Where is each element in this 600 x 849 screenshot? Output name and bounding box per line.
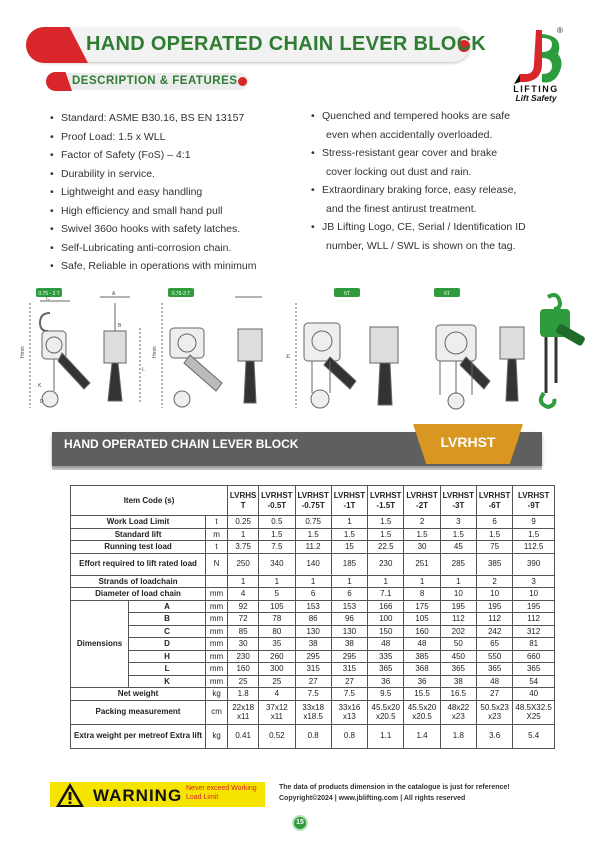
- row-unit: m: [206, 528, 228, 541]
- table-cell: [228, 700, 259, 724]
- row-unit: mm: [206, 675, 228, 688]
- features-list-right: [311, 107, 526, 255]
- table-cell: 4: [228, 588, 259, 601]
- row-label: Packing measurement: [71, 700, 206, 724]
- table-cell: 160: [228, 663, 259, 676]
- spec-rows: [71, 516, 555, 601]
- dimension-label: K: [129, 675, 206, 688]
- table-cell: 295: [331, 650, 367, 663]
- table-cell: 4: [259, 688, 295, 701]
- table-row: [71, 650, 555, 663]
- table-cell: 1.8: [228, 688, 259, 701]
- row-unit: mm: [206, 663, 228, 676]
- row-label: Strands of loadchain: [71, 575, 206, 588]
- table-row: [71, 638, 555, 651]
- table-cell: 1: [228, 575, 259, 588]
- table-cell: 0.52: [259, 724, 295, 748]
- table-cell: 3.6: [476, 724, 512, 748]
- table-cell: 365: [476, 663, 512, 676]
- table-cell: 315: [295, 663, 331, 676]
- table-cell: 8: [404, 588, 440, 601]
- packing-dim: 37x12: [265, 702, 288, 712]
- table-cell: 1: [404, 575, 440, 588]
- row-unit: kg: [206, 688, 228, 701]
- table-cell: 1.5: [331, 528, 367, 541]
- table-cell: 202: [440, 625, 476, 638]
- table-row: [71, 700, 555, 724]
- feature-item: • Self-Lubricating anti-corrosion chain.: [50, 239, 257, 258]
- table-cell: [404, 700, 440, 724]
- table-cell: 112: [513, 613, 555, 626]
- feature-item: • Standard: ASME B30.16, BS EN 13157: [50, 109, 257, 128]
- table-cell: 38: [331, 638, 367, 651]
- dimension-label: L: [129, 663, 206, 676]
- row-label: Net weight: [71, 688, 206, 701]
- table-cell: 1.5: [368, 516, 404, 529]
- table-cell: 1.4: [404, 724, 440, 748]
- table-cell: 195: [440, 600, 476, 613]
- table-cell: 15.5: [404, 688, 440, 701]
- table-cell: 38: [440, 675, 476, 688]
- packing-dim: x13: [342, 712, 356, 721]
- feature-item: • Durability in service.: [50, 165, 257, 184]
- row-unit: mm: [206, 588, 228, 601]
- dimension-letter: L: [142, 367, 145, 373]
- table-cell: 50: [440, 638, 476, 651]
- table-cell: 250: [228, 553, 259, 575]
- packing-dim: 45.5x20: [371, 702, 400, 712]
- table-cell: 365: [440, 663, 476, 676]
- warning-title: WARNING: [93, 786, 183, 805]
- table-row: [71, 625, 555, 638]
- table-cell: 230: [228, 650, 259, 663]
- table-cell: 166: [368, 600, 404, 613]
- table-cell: 112: [476, 613, 512, 626]
- table-cell: 285: [440, 553, 476, 575]
- table-cell: 1.5: [368, 528, 404, 541]
- table-cell: 105: [259, 600, 295, 613]
- table-cell: 242: [476, 625, 512, 638]
- table-cell: 195: [476, 600, 512, 613]
- feature-item: • Safe, Reliable in operations with minimum: [50, 257, 257, 276]
- table-cell: 230: [368, 553, 404, 575]
- dimension-label: C: [129, 625, 206, 638]
- table-cell: 1.5: [259, 528, 295, 541]
- spec-table: [70, 485, 555, 749]
- table-cell: 5.4: [513, 724, 555, 748]
- table-cell: 6: [476, 516, 512, 529]
- dimension-letter: C: [46, 296, 50, 302]
- table-cell: 3: [513, 575, 555, 588]
- table-cell: 1.5: [440, 528, 476, 541]
- dimension-letter: A: [112, 291, 116, 297]
- dimension-letter: D: [40, 399, 44, 405]
- row-unit: cm: [206, 700, 228, 724]
- lever-block-diagram-side-icon: [370, 327, 398, 405]
- table-row: [71, 613, 555, 626]
- table-cell: 78: [259, 613, 295, 626]
- dimensions-group-label: Dimensions: [71, 600, 129, 688]
- table-cell: 295: [295, 650, 331, 663]
- dimension-rows: [71, 600, 555, 688]
- table-cell: 92: [228, 600, 259, 613]
- feature-item: • Swivel 360o hooks with safety latches.: [50, 220, 257, 239]
- logo-tagline: Lift Safety: [515, 93, 557, 103]
- table-cell: 260: [259, 650, 295, 663]
- row-label: Work Load Limit: [71, 516, 206, 529]
- diagram-tag: 0.75 - 3 T: [38, 291, 60, 297]
- table-cell: 450: [440, 650, 476, 663]
- model-code: LVRHST: [440, 434, 496, 450]
- table-cell: 0.25: [228, 516, 259, 529]
- diagram-tag: 6T: [344, 291, 350, 297]
- model-header: LVRHST -0.75T: [295, 486, 331, 516]
- packing-dim: 50.5x23: [480, 702, 509, 712]
- table-cell: 7.1: [368, 588, 404, 601]
- copyright-text: Copyright©2024 | www.jblifting.com | All rights reserved: [279, 795, 466, 802]
- table-cell: 65: [476, 638, 512, 651]
- table-cell: 185: [331, 553, 367, 575]
- table-cell: 1.5: [404, 528, 440, 541]
- packing-dim: x23: [451, 712, 465, 721]
- table-cell: 3: [440, 516, 476, 529]
- row-unit: t: [206, 516, 228, 529]
- table-cell: [440, 700, 476, 724]
- features-list-left: [50, 109, 257, 276]
- row-unit: mm: [206, 625, 228, 638]
- lever-block-diagram-side-icon: [500, 327, 524, 401]
- table-cell: 48: [368, 638, 404, 651]
- diagram-tag: 6T: [444, 291, 450, 297]
- table-row: [71, 575, 555, 588]
- table-cell: 0.41: [228, 724, 259, 748]
- row-label: Extra weight per metreof Extra lift: [71, 724, 206, 748]
- table-cell: 365: [513, 663, 555, 676]
- packing-dim: 48.5X32.5: [515, 702, 552, 712]
- table-cell: [295, 700, 331, 724]
- registered-mark: ®: [557, 26, 563, 35]
- model-header: LVRHST -3T: [440, 486, 476, 516]
- dimension-label: H: [129, 650, 206, 663]
- table-cell: 16.5: [440, 688, 476, 701]
- table-cell: 48: [476, 675, 512, 688]
- table-cell: 10: [440, 588, 476, 601]
- table-row: [71, 600, 555, 613]
- packing-dim: 22x18: [232, 702, 255, 712]
- table-cell: 550: [476, 650, 512, 663]
- dimension-letter: K: [38, 383, 42, 389]
- diagram-tag: 0.75-3 T: [171, 291, 191, 297]
- table-cell: 1: [295, 575, 331, 588]
- dimension-letter: B: [118, 323, 122, 329]
- table-cell: [259, 700, 295, 724]
- dimension-letter: Hmin: [20, 346, 26, 358]
- table-cell: 38: [295, 638, 331, 651]
- table-cell: 15: [331, 541, 367, 554]
- row-unit: [206, 575, 228, 588]
- table-cell: 368: [404, 663, 440, 676]
- table-cell: 11.2: [295, 541, 331, 554]
- table-cell: 130: [295, 625, 331, 638]
- packing-dim: 33x16: [338, 702, 361, 712]
- packing-dim: 33x18: [302, 702, 325, 712]
- row-unit: mm: [206, 600, 228, 613]
- model-header: LVRHST -1T: [331, 486, 367, 516]
- table-cell: 175: [404, 600, 440, 613]
- table-cell: 45: [440, 541, 476, 554]
- packing-dim: x11: [270, 712, 283, 721]
- table-cell: 312: [513, 625, 555, 638]
- table-cell: 36: [368, 675, 404, 688]
- table-cell: 0.5: [259, 516, 295, 529]
- feature-item: • Lightweight and easy handling: [50, 183, 257, 202]
- lever-block-diagram-front-icon: [296, 288, 360, 408]
- dimension-letter: H: [286, 354, 292, 358]
- model-header: LVRHST -6T: [476, 486, 512, 516]
- table-cell: 100: [368, 613, 404, 626]
- table-cell: 1.1: [368, 724, 404, 748]
- disclaimer-text: The data of products dimension in the catalogue is just for reference!: [279, 784, 510, 791]
- logo-wordmark: LIFTING: [513, 84, 559, 94]
- lever-block-diagram-front-icon: [162, 288, 222, 408]
- table-row: [71, 528, 555, 541]
- packing-dim: x18.5: [303, 712, 323, 721]
- model-header: LVRHST -1.5T: [368, 486, 404, 516]
- table-cell: 25: [228, 675, 259, 688]
- table-cell: 86: [295, 613, 331, 626]
- table-row: [71, 553, 555, 575]
- table-row: [71, 663, 555, 676]
- table-cell: 6: [295, 588, 331, 601]
- table-cell: 1: [228, 528, 259, 541]
- warning-icon: [55, 782, 85, 808]
- table-cell: 96: [331, 613, 367, 626]
- row-unit: N: [206, 553, 228, 575]
- dimension-letter: Hmin: [152, 346, 158, 358]
- feature-item: • High efficiency and small hand pull: [50, 202, 257, 221]
- packing-dim: X25: [526, 712, 541, 721]
- table-cell: 195: [513, 600, 555, 613]
- packing-dim: x20.5: [412, 712, 432, 721]
- model-header: LVRHST -2T: [404, 486, 440, 516]
- row-unit: kg: [206, 724, 228, 748]
- table-cell: 1: [440, 575, 476, 588]
- table-cell: 72: [228, 613, 259, 626]
- table-cell: 300: [259, 663, 295, 676]
- table-title: HAND OPERATED CHAIN LEVER BLOCK: [64, 437, 299, 451]
- table-cell: 2: [404, 516, 440, 529]
- table-header-row: [71, 486, 555, 516]
- lever-block-photo-icon: [540, 295, 586, 407]
- packing-dim: 48x22: [447, 702, 470, 712]
- table-cell: 3.75: [228, 541, 259, 554]
- table-cell: 1: [331, 516, 367, 529]
- table-cell: 112: [440, 613, 476, 626]
- row-label: Diameter of load chain: [71, 588, 206, 601]
- table-cell: 1: [331, 575, 367, 588]
- row-label: Standard lift: [71, 528, 206, 541]
- table-cell: 22.5: [368, 541, 404, 554]
- table-cell: 85: [228, 625, 259, 638]
- table-cell: 1.5: [295, 528, 331, 541]
- table-cell: 315: [331, 663, 367, 676]
- table-cell: 1.8: [440, 724, 476, 748]
- table-row: [71, 688, 555, 701]
- feature-item: • Extraordinary braking force, easy release, and the finest antirust treatment.: [311, 181, 526, 218]
- model-header: LVRHST -0.5T: [259, 486, 295, 516]
- model-header: LVRHS T: [228, 486, 259, 516]
- table-row: [71, 541, 555, 554]
- table-cell: 1.5: [513, 528, 555, 541]
- row-label: Effort required to lift rated load: [71, 553, 206, 575]
- table-cell: [513, 700, 555, 724]
- dimension-label: B: [129, 613, 206, 626]
- lever-block-diagram-side-icon: [100, 297, 140, 403]
- row-unit: mm: [206, 638, 228, 651]
- item-code-header: Item Code (s): [71, 486, 228, 516]
- dimension-label: A: [129, 600, 206, 613]
- table-cell: 340: [259, 553, 295, 575]
- table-cell: 54: [513, 675, 555, 688]
- model-header: LVRHST -9T: [513, 486, 555, 516]
- table-cell: 1.5: [476, 528, 512, 541]
- table-cell: 335: [368, 650, 404, 663]
- lever-block-diagram-front-icon: [30, 288, 90, 408]
- table-cell: 160: [404, 625, 440, 638]
- table-cell: 30: [228, 638, 259, 651]
- page-number: 15: [292, 815, 308, 831]
- table-cell: 660: [513, 650, 555, 663]
- row-unit: t: [206, 541, 228, 554]
- table-cell: 7.5: [259, 541, 295, 554]
- row-unit: mm: [206, 613, 228, 626]
- packing-dim: x11: [236, 712, 250, 721]
- table-cell: 140: [295, 553, 331, 575]
- table-cell: [368, 700, 404, 724]
- table-cell: 48: [404, 638, 440, 651]
- table-cell: 9: [513, 516, 555, 529]
- dimension-label: D: [129, 638, 206, 651]
- section-title: DESCRIPTION & FEATURES: [72, 75, 238, 87]
- table-cell: 150: [368, 625, 404, 638]
- table-cell: 10: [476, 588, 512, 601]
- table-cell: 27: [476, 688, 512, 701]
- table-cell: 365: [368, 663, 404, 676]
- table-cell: 81: [513, 638, 555, 651]
- table-cell: 80: [259, 625, 295, 638]
- feature-item: • Factor of Safety (FoS) – 4:1: [50, 146, 257, 165]
- table-cell: 35: [259, 638, 295, 651]
- table-row: [71, 675, 555, 688]
- table-cell: [331, 700, 367, 724]
- row-label: Running test load: [71, 541, 206, 554]
- page-title: HAND OPERATED CHAIN LEVER BLOCK: [86, 33, 487, 55]
- table-cell: 1: [368, 575, 404, 588]
- lever-block-diagram-front-icon: [434, 288, 490, 409]
- table-cell: 40: [513, 688, 555, 701]
- warning-subtext: Never exceed Working Load Limit: [186, 785, 257, 801]
- row-unit: mm: [206, 650, 228, 663]
- table-cell: 25: [259, 675, 295, 688]
- table-cell: 2: [476, 575, 512, 588]
- table-cell: 390: [513, 553, 555, 575]
- table-cell: 385: [404, 650, 440, 663]
- table-cell: 10: [513, 588, 555, 601]
- table-cell: 105: [404, 613, 440, 626]
- section-dot: [238, 77, 247, 86]
- table-cell: 153: [331, 600, 367, 613]
- technical-diagrams: [0, 283, 600, 423]
- table-cell: [476, 700, 512, 724]
- table-cell: 0.8: [295, 724, 331, 748]
- table-cell: 30: [404, 541, 440, 554]
- table-row: [71, 588, 555, 601]
- feature-item: • Stress-resistant gear cover and brake cover locking out dust and rain.: [311, 144, 526, 181]
- table-cell: 75: [476, 541, 512, 554]
- packing-dim: 45.5x20: [407, 702, 437, 712]
- lever-block-diagram-side-icon: [235, 297, 262, 403]
- table-cell: 7.5: [331, 688, 367, 701]
- table-cell: 130: [331, 625, 367, 638]
- table-cell: 27: [295, 675, 331, 688]
- table-cell: 0.75: [295, 516, 331, 529]
- table-cell: 5: [259, 588, 295, 601]
- table-cell: 9.5: [368, 688, 404, 701]
- packing-dim: x20.5: [375, 712, 396, 721]
- feature-item: • Quenched and tempered hooks are safe even when accidentally overloaded.: [311, 107, 526, 144]
- packing-dim: x23: [488, 712, 502, 721]
- feature-item: • JB Lifting Logo, CE, Serial / Identification ID number, WLL / SWL is shown on the tag.: [311, 218, 526, 255]
- table-cell: 0.8: [331, 724, 367, 748]
- table-cell: 36: [404, 675, 440, 688]
- tail-rows: [71, 688, 555, 749]
- table-cell: 7.5: [295, 688, 331, 701]
- table-cell: 385: [476, 553, 512, 575]
- table-row: [71, 516, 555, 529]
- table-cell: 251: [404, 553, 440, 575]
- feature-item: • Proof Load: 1.5 x WLL: [50, 128, 257, 147]
- table-cell: 6: [331, 588, 367, 601]
- table-row: [71, 724, 555, 748]
- table-cell: 112.5: [513, 541, 555, 554]
- table-cell: 1: [259, 575, 295, 588]
- table-cell: 27: [331, 675, 367, 688]
- table-cell: 153: [295, 600, 331, 613]
